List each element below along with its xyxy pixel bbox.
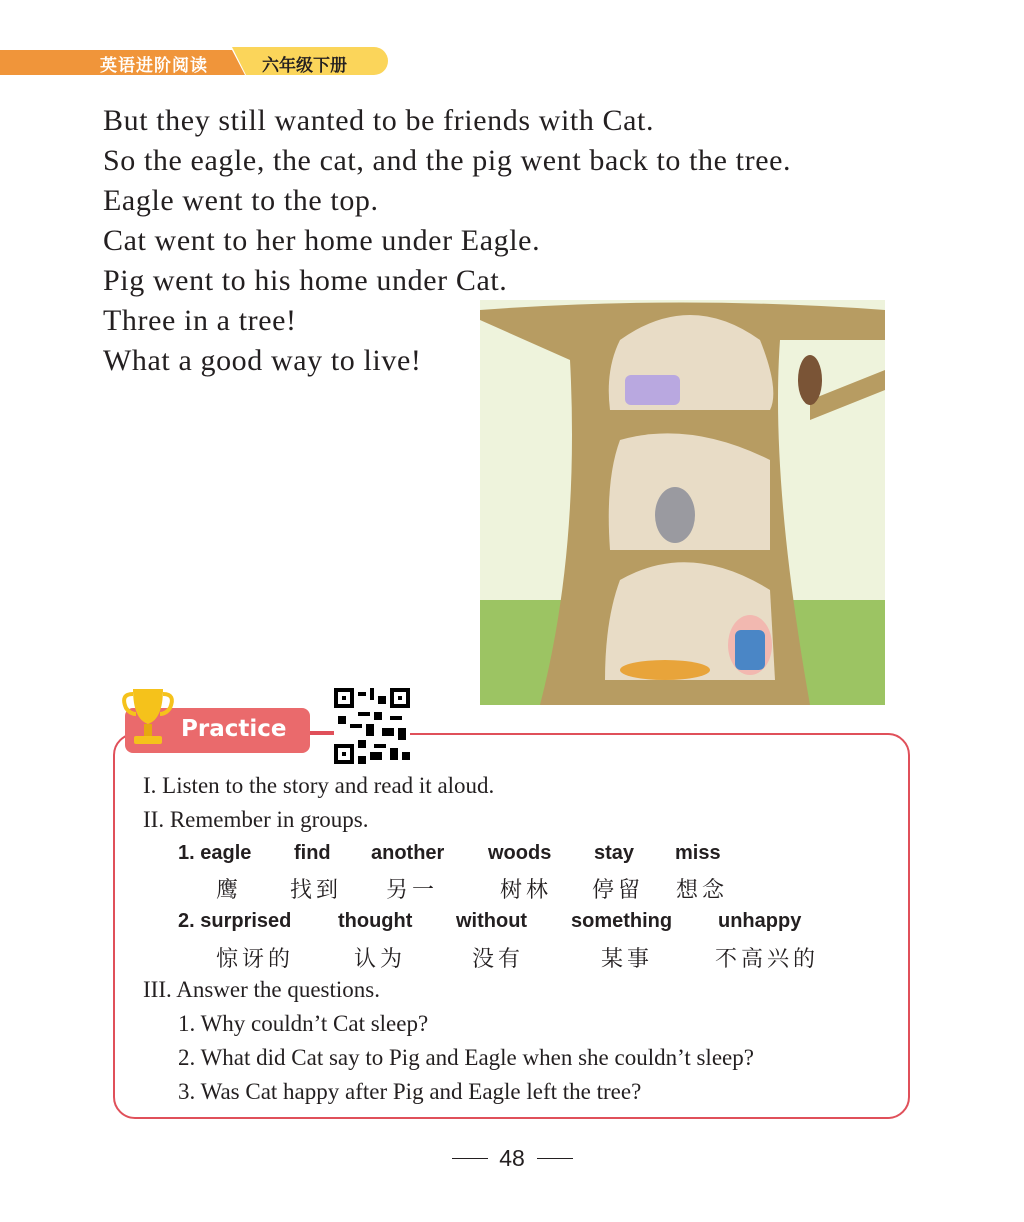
vocab-word: woods: [488, 842, 552, 864]
story-line: So the eagle, the cat, and the pig went back to the tree.: [103, 144, 792, 177]
vocab-word: miss: [675, 842, 721, 864]
instruction-ii: II. Remember in groups.: [143, 807, 369, 832]
vocab-meaning: 某事: [601, 947, 654, 972]
trophy-icon: [118, 684, 178, 750]
vocab-meaning: 认为: [354, 947, 407, 972]
vocab-word: find: [294, 842, 331, 864]
page-number: 48: [499, 1145, 525, 1171]
vocab-meaning: 停留: [592, 878, 645, 903]
vocab-meaning: 树林: [500, 878, 553, 903]
question: 1. Why couldn’t Cat sleep?: [178, 1011, 429, 1036]
vocab-meaning: 鹰: [216, 878, 243, 903]
story-line: Eagle went to the top.: [103, 184, 379, 217]
story-line: Three in a tree!: [103, 304, 297, 337]
practice-title: Practice: [181, 716, 287, 742]
vocab-meaning: 惊讶的: [216, 947, 295, 972]
instruction-iii: III. Answer the questions.: [143, 977, 380, 1002]
tree-house-illustration: [480, 300, 885, 705]
story-line: What a good way to live!: [103, 344, 422, 377]
vocab-word: something: [571, 910, 673, 932]
vocab-word: unhappy: [718, 910, 802, 932]
question: 2. What did Cat say to Pig and Eagle when she couldn’t sleep?: [178, 1045, 754, 1070]
series-title: 英语进阶阅读: [100, 56, 208, 76]
story-line: Pig went to his home under Cat.: [103, 264, 508, 297]
story-line: Cat went to her home under Eagle.: [103, 224, 541, 257]
qr-code[interactable]: [334, 688, 410, 764]
vocab-meaning: 不高兴的: [715, 947, 820, 972]
vocab-word: 1. eagle: [178, 842, 252, 864]
vocab-word: 2. surprised: [178, 910, 292, 932]
story-line: But they still wanted to be friends with Cat.: [103, 104, 655, 137]
vocab-meaning: 想念: [676, 878, 729, 903]
vocab-word: stay: [594, 842, 635, 864]
divider: [310, 731, 334, 733]
instruction-i: I. Listen to the story and read it aloud.: [143, 773, 495, 798]
divider: [412, 731, 892, 733]
vocab-meaning: 另一: [386, 878, 439, 903]
question: 3. Was Cat happy after Pig and Eagle left the tree?: [178, 1079, 642, 1104]
vocab-word: without: [456, 910, 528, 932]
grade-label: 六年级下册: [262, 56, 347, 76]
vocab-meaning: 没有: [472, 947, 525, 972]
vocab-meaning: 找到: [290, 878, 343, 903]
vocab-word: thought: [338, 910, 413, 932]
vocab-word: another: [371, 842, 445, 864]
